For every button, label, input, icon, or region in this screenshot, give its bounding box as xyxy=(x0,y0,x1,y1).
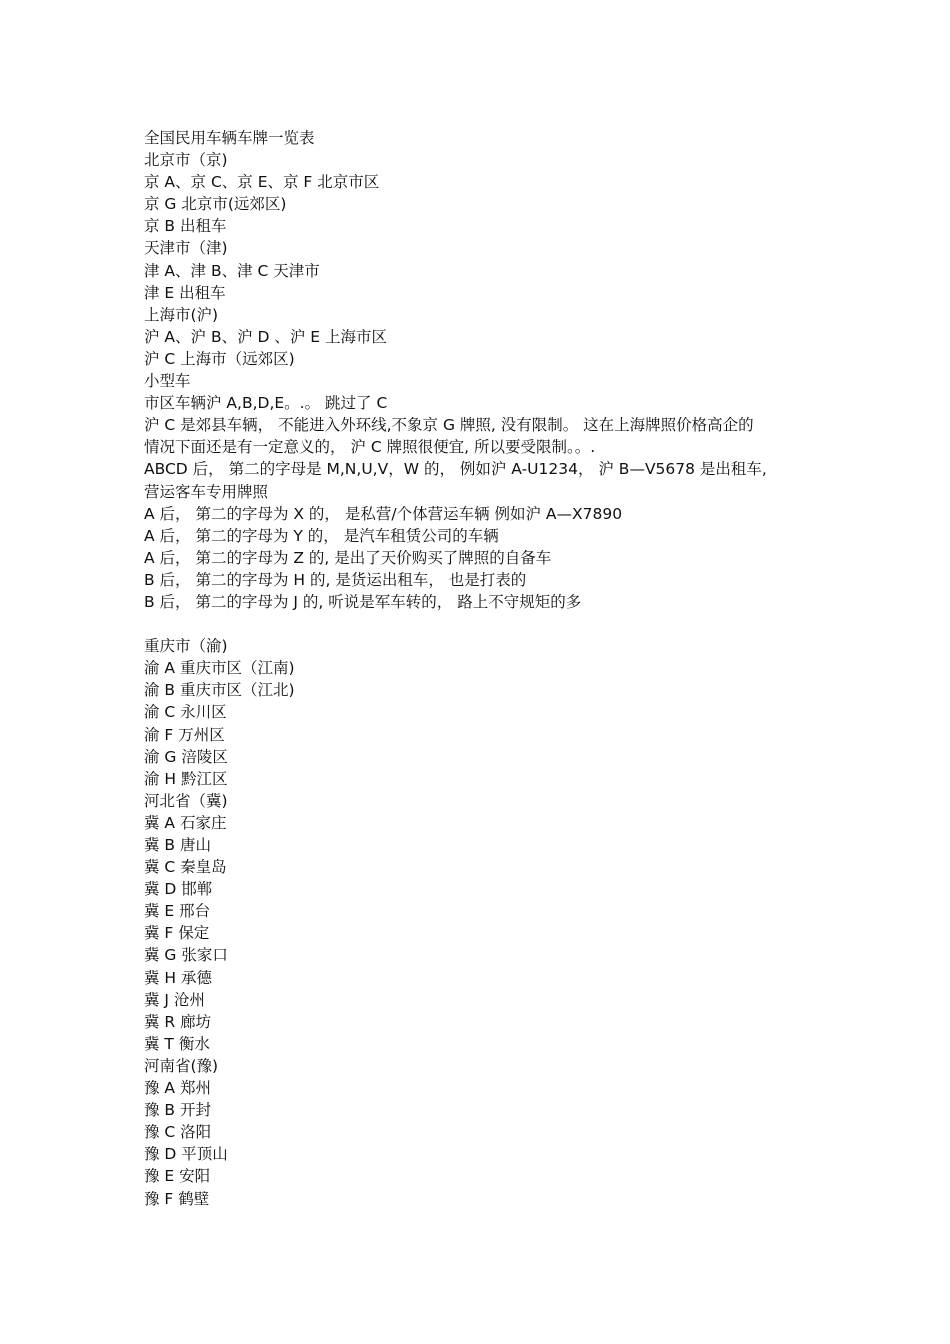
text-line: 冀 T 衡水 xyxy=(144,1034,210,1053)
text-line: ABCD 后， 第二的字母是 M,N,U,V，W 的， 例如沪 A-U1234， 沪 B—V5678 是出租车, xyxy=(144,460,767,479)
text-line: 豫 B 开封 xyxy=(144,1101,211,1120)
text-line: 京 A、京 C、京 E、京 F 北京市区 xyxy=(144,173,380,192)
text-line: 冀 A 石家庄 xyxy=(144,813,227,832)
text-line: 情况下面还是有一定意义的， 沪 C 牌照很便宜, 所以要受限制。。. xyxy=(144,438,596,457)
text-line: 京 G 北京市(远郊区) xyxy=(144,195,287,214)
text-line: 市区车辆沪 A,B,D,E。.。 跳过了 C xyxy=(144,394,388,413)
text-line: B 后， 第二的字母为 J 的, 听说是军车转的， 路上不守规矩的多 xyxy=(144,592,582,611)
document-title: 全国民用车辆车牌一览表 xyxy=(144,129,315,147)
text-line: 冀 G 张家口 xyxy=(144,946,228,965)
text-line: 渝 B 重庆市区（江北) xyxy=(144,681,295,700)
text-line: 冀 B 唐山 xyxy=(144,836,211,854)
text-line: 津 A、津 B、津 C 天津市 xyxy=(144,261,320,280)
text-line: 渝 G 涪陵区 xyxy=(144,747,228,766)
text-line: 冀 D 邯郸 xyxy=(144,880,213,899)
text-line: 冀 R 廊坊 xyxy=(144,1012,212,1031)
section-heading-tianjin: 天津市（津) xyxy=(144,239,228,258)
text-line: 豫 C 洛阳 xyxy=(144,1123,212,1142)
text-line: 津 E 出租车 xyxy=(144,283,226,302)
subsection-heading: 小型车 xyxy=(144,372,191,391)
text-line: 沪 A、沪 B、沪 D 、沪 E 上海市区 xyxy=(144,327,388,346)
text-line: 渝 C 永川区 xyxy=(144,703,227,722)
text-line: 京 B 出租车 xyxy=(144,217,227,236)
text-line: 冀 C 秦皇岛 xyxy=(144,858,227,877)
text-line: 冀 E 邢台 xyxy=(144,902,211,921)
text-line: 豫 E 安阳 xyxy=(144,1167,211,1186)
text-line: 冀 J 沧州 xyxy=(144,990,205,1009)
section-heading-shanghai: 上海市(沪) xyxy=(144,305,219,324)
text-line: 营运客车专用牌照 xyxy=(144,482,269,501)
section-heading-chongqing: 重庆市（渝) xyxy=(144,637,228,656)
text-line: 豫 D 平顶山 xyxy=(144,1145,228,1164)
section-heading-henan: 河南省(豫) xyxy=(144,1056,219,1075)
text-line: 冀 F 保定 xyxy=(144,924,210,943)
text-line: 冀 H 承德 xyxy=(144,968,213,987)
text-line: A 后， 第二的字母为 X 的， 是私营/个体营运车辆 例如沪 A—X7890 xyxy=(144,504,623,523)
text-line: 渝 A 重庆市区（江南) xyxy=(144,659,295,678)
document-body xyxy=(144,127,834,1210)
text-line: 沪 C 上海市（远郊区) xyxy=(144,349,295,368)
text-line: 渝 H 黔江区 xyxy=(144,769,228,788)
section-heading-beijing: 北京市（京) xyxy=(144,151,228,170)
text-line: B 后， 第二的字母为 H 的, 是货运出租车， 也是打表的 xyxy=(144,570,527,589)
text-line: A 后， 第二的字母为 Z 的, 是出了天价购买了牌照的自备车 xyxy=(144,548,552,567)
text-line: A 后， 第二的字母为 Y 的， 是汽车租赁公司的车辆 xyxy=(144,526,499,545)
text-line: 沪 C 是郊县车辆， 不能进入外环线,不象京 G 牌照, 没有限制。 这在上海牌照价格高企的 xyxy=(144,416,754,435)
blank-line xyxy=(144,613,834,635)
section-heading-hebei: 河北省（冀) xyxy=(144,791,228,810)
text-line: 渝 F 万州区 xyxy=(144,725,225,744)
text-line: 豫 F 鹤壁 xyxy=(144,1189,210,1208)
text-line: 豫 A 郑州 xyxy=(144,1079,211,1098)
